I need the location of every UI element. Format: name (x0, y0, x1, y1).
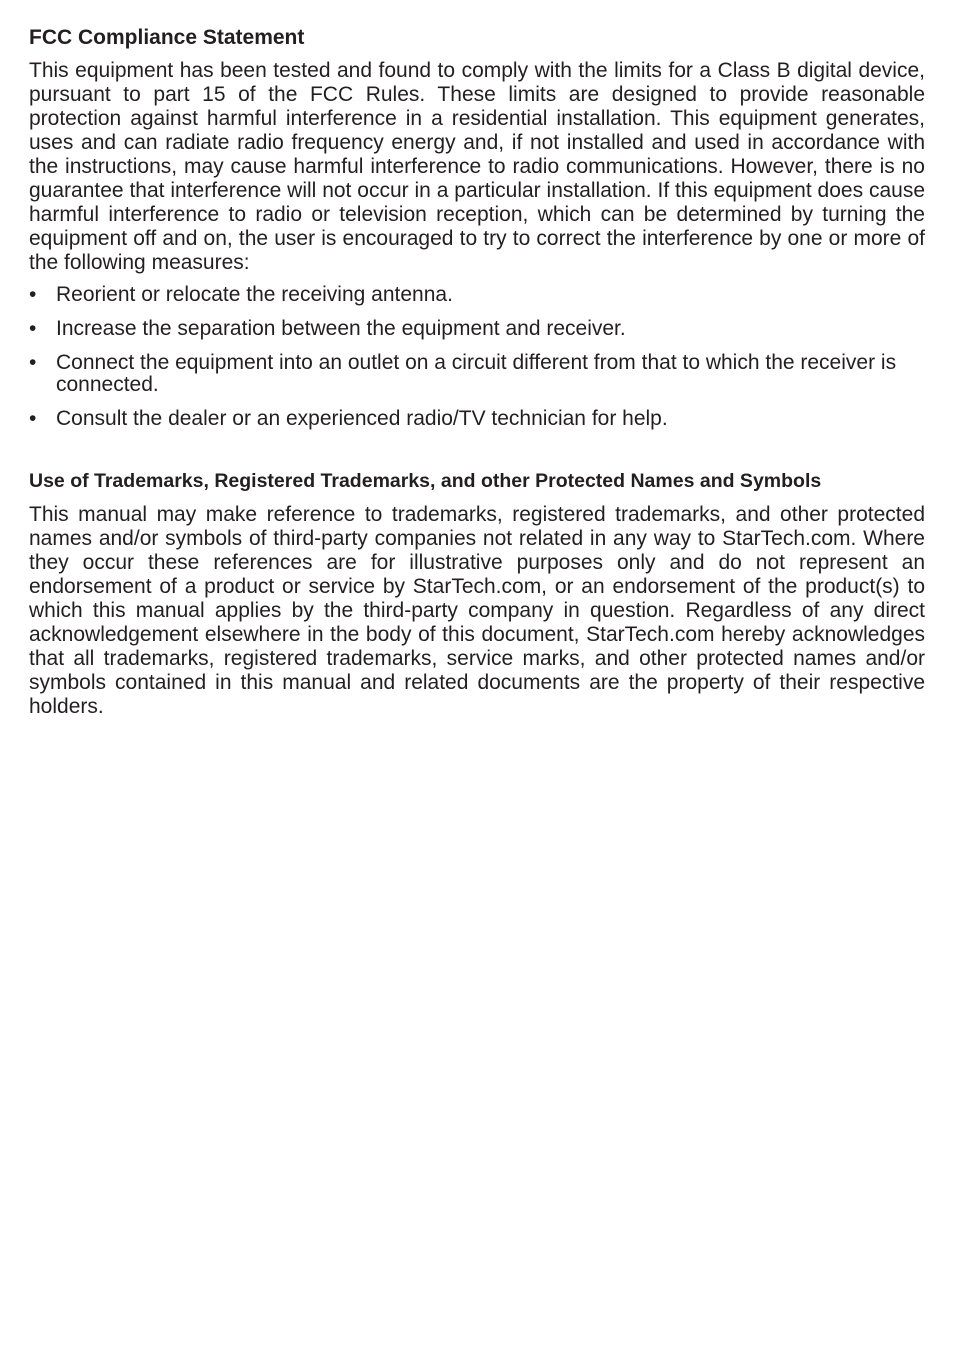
trademarks-body: This manual may make reference to trademarks, registered trademarks, and other protected names and/or symbols of third-party companies not related in any way to StarTech.com. Where they occur these references are for illustrative purposes only and do not represent an endorsement of a product or service by StarTech.com, or an endorsement of the product(s) to which this manual applies by the third-party company in question. Regardless of any direct acknowledgement elsewhere in the body of this document, StarTech.com hereby acknowledges that all trademarks, registered trademarks, service marks, and other protected names and/or symbols contained in this manual and related documents are the property of their respective holders. (29, 503, 925, 718)
bullet-icon: • (29, 407, 37, 430)
measure-text: Increase the separation between the equipment and receiver. (56, 317, 626, 340)
bullet-icon: • (29, 283, 37, 306)
fcc-compliance-body: This equipment has been tested and found to comply with the limits for a Class B digital device, pursuant to part 15 of the FCC Rules. These limits are designed to provide reasonable protection against harmful interference in a residential installation. This equipment generates, uses and can radiate radio frequency energy and, if not installed and used in accordance with the instructions, may cause harmful interference to radio communications. However, there is no guarantee that interference will not occur in a particular installation. If this equipment does cause harmful interference to radio or television reception, which can be determined by turning the equipment off and on, the user is encouraged to try to correct the interference by one or more of the following measures: (29, 59, 925, 274)
list-item (29, 284, 925, 306)
fcc-compliance-heading: FCC Compliance Statement (29, 26, 305, 49)
list-item (29, 408, 925, 430)
measure-text: Connect the equipment into an outlet on a circuit different from that to which the receiver is connected. (56, 351, 897, 396)
trademarks-heading: Use of Trademarks, Registered Trademarks, and other Protected Names and Symbols (29, 470, 822, 492)
bullet-icon: • (29, 351, 37, 374)
list-item (29, 352, 925, 396)
document-page (29, 24, 925, 719)
bullet-icon: • (29, 317, 37, 340)
list-item (29, 318, 925, 340)
interference-measures-list (29, 284, 925, 430)
measure-text: Consult the dealer or an experienced radio/TV technician for help. (56, 407, 668, 430)
measure-text: Reorient or relocate the receiving antenna. (56, 283, 453, 306)
